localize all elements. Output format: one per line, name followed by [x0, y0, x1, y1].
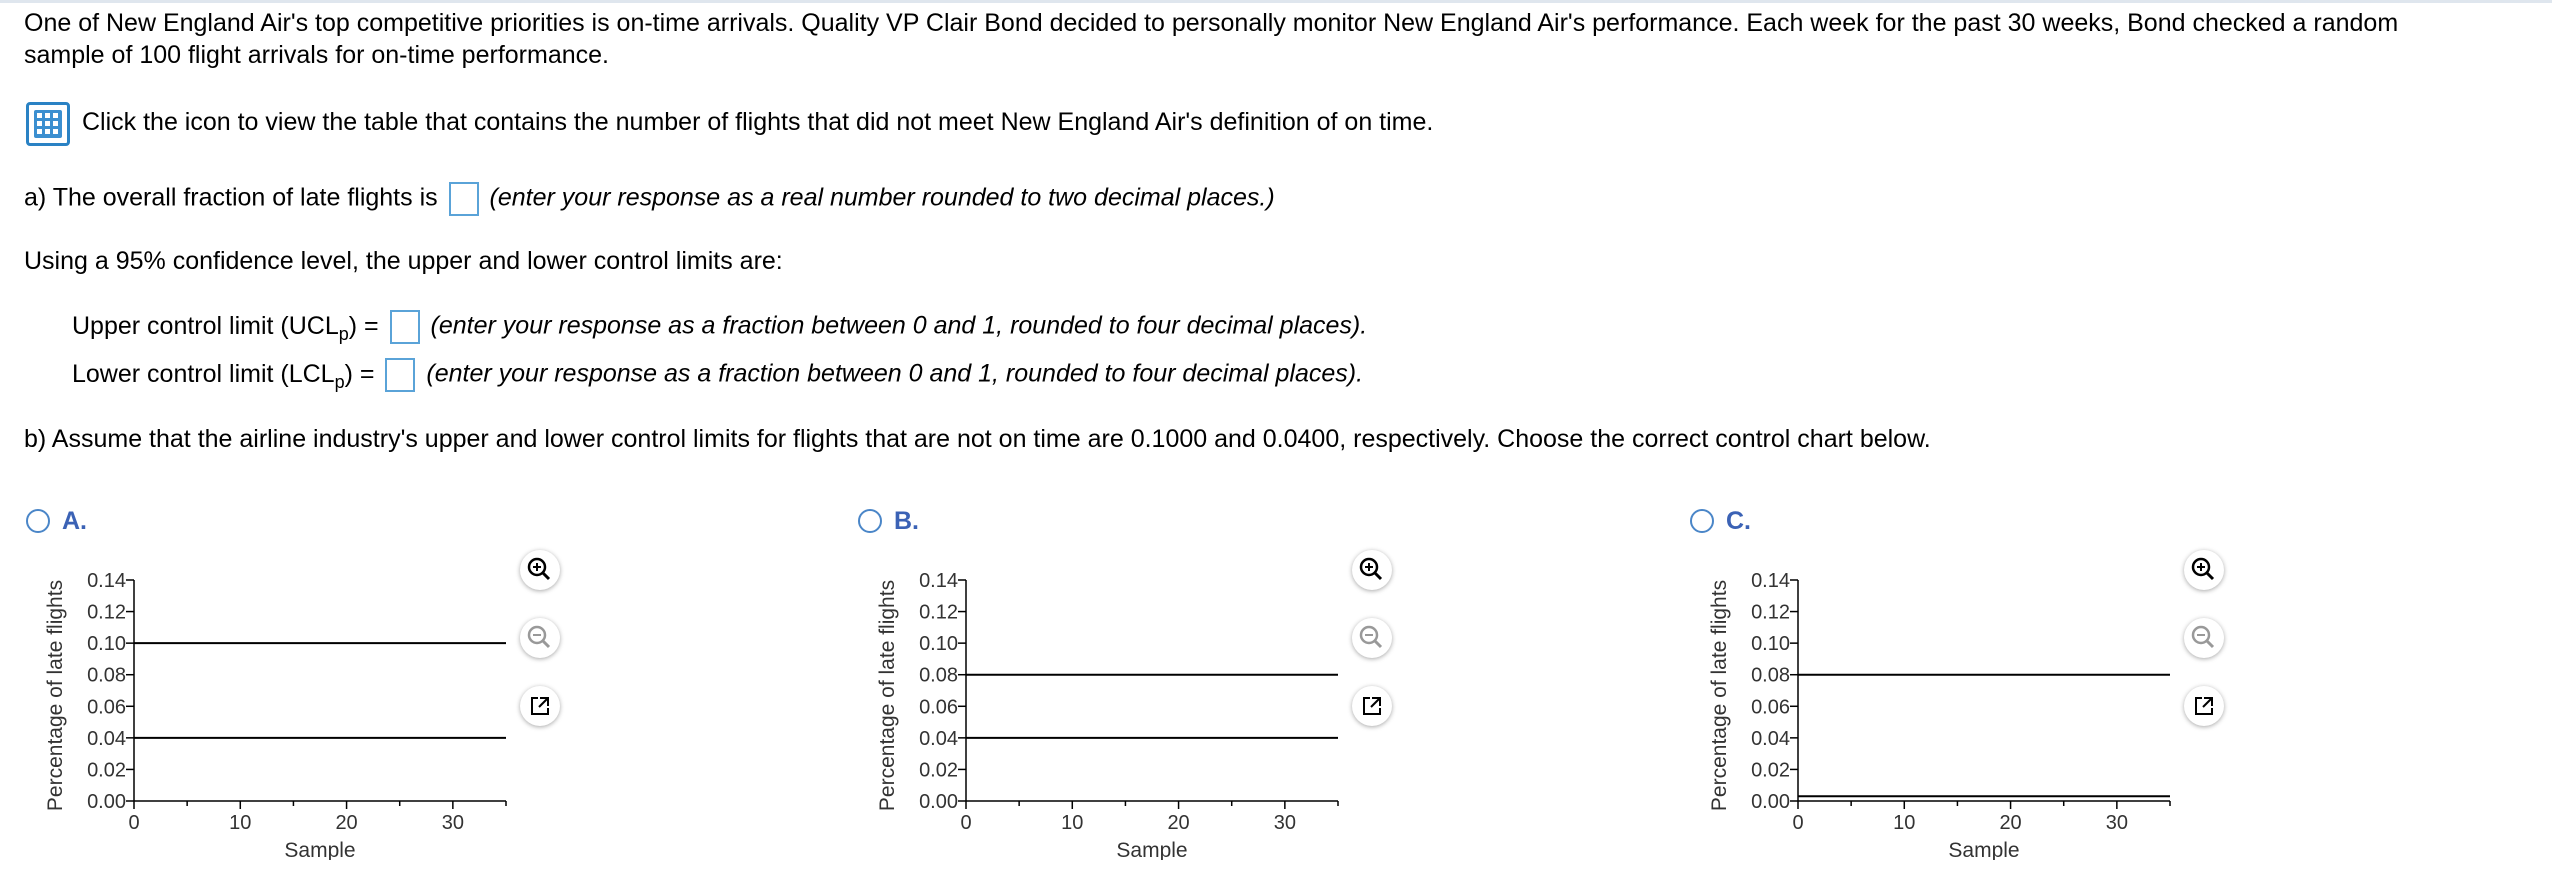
chart-a-zoom-out-button[interactable]	[520, 618, 560, 658]
y-tick-label: 0.02	[87, 759, 126, 782]
y-tick-label: 0.14	[87, 570, 126, 592]
chart-b	[872, 555, 1352, 860]
zoom-out-icon	[2184, 618, 2224, 658]
y-tick-label: 0.00	[919, 791, 958, 813]
table-grid	[34, 110, 62, 138]
y-tick-label: 0.10	[1751, 633, 1790, 656]
option-b-label: B.	[894, 506, 919, 535]
option-c[interactable]	[1690, 502, 1751, 540]
open-external-icon	[1352, 686, 1392, 726]
lcl-row	[72, 358, 1363, 398]
x-tick-label: 20	[335, 812, 358, 834]
ucl-hint: (enter your response as a fraction between 0 and 1, rounded to four decimal places).	[430, 311, 1368, 340]
y-tick-label: 0.12	[919, 601, 958, 624]
chart-a	[40, 555, 520, 860]
ucl-label: Upper control limit $(UCL_p)$ =	[72, 311, 379, 344]
intro-line-2: sample of 100 flight arrivals for on-time performance.	[24, 41, 609, 69]
x-axis-label: Sample	[284, 839, 356, 860]
chart-a-zoom-in-button[interactable]	[520, 550, 560, 590]
option-b-radio[interactable]	[858, 509, 882, 533]
option-b[interactable]	[858, 502, 919, 540]
y-tick-label: 0.06	[919, 696, 958, 719]
option-a-label: A.	[62, 506, 87, 535]
y-tick-label: 0.08	[87, 664, 126, 687]
confidence-text: Using a 95% confidence level, the upper and lower control limits are:	[24, 247, 783, 275]
y-tick-label: 0.04	[1751, 727, 1790, 750]
y-tick-label: 0.02	[1751, 759, 1790, 782]
zoom-in-icon	[520, 550, 560, 590]
option-c-label: C.	[1726, 506, 1751, 535]
open-external-icon	[520, 686, 560, 726]
ucl-row	[72, 310, 1367, 350]
y-tick-label: 0.06	[87, 696, 126, 719]
option-c-radio[interactable]	[1690, 509, 1714, 533]
y-tick-label: 0.12	[87, 601, 126, 624]
chart-c-zoom-out-button[interactable]	[2184, 618, 2224, 658]
y-tick-label: 0.00	[1751, 791, 1790, 813]
y-tick-label: 0.06	[1751, 696, 1790, 719]
y-axis-label: Percentage of late flights	[1708, 579, 1731, 812]
x-tick-label: 20	[1167, 812, 1190, 834]
open-external-icon	[2184, 686, 2224, 726]
lcl-input[interactable]	[385, 358, 415, 392]
intro-line-1: One of New England Air's top competitive priorities is on-time arrivals. Quality VP Clair Bond decided to personally monitor New England Air's performance. Each week for the past 30 weeks, Bond checked a random	[24, 9, 2399, 37]
y-tick-label: 0.08	[1751, 664, 1790, 687]
late-fraction-input[interactable]	[449, 182, 479, 216]
chart-b-zoom-out-button[interactable]	[1352, 618, 1392, 658]
x-tick-label: 30	[1273, 812, 1296, 834]
x-axis-label: Sample	[1116, 839, 1188, 860]
y-tick-label: 0.04	[919, 727, 958, 750]
x-tick-label: 0	[960, 812, 972, 834]
top-border	[0, 0, 2552, 3]
chart-c-zoom-in-button[interactable]	[2184, 550, 2224, 590]
lcl-label: Lower control limit $(LCL_p)$ =	[72, 359, 375, 392]
x-tick-label: 10	[1061, 812, 1084, 834]
x-tick-label: 10	[229, 812, 252, 834]
x-tick-label: 30	[441, 812, 464, 834]
y-tick-label: 0.10	[87, 633, 126, 656]
y-tick-label: 0.12	[1751, 601, 1790, 624]
zoom-in-icon	[1352, 550, 1392, 590]
x-tick-label: 30	[2105, 812, 2128, 834]
zoom-in-icon	[2184, 550, 2224, 590]
option-a-radio[interactable]	[26, 509, 50, 533]
x-tick-label: 0	[128, 812, 140, 834]
chart-a-open-button[interactable]	[520, 686, 560, 726]
x-axis-label: Sample	[1948, 839, 2020, 860]
y-tick-label: 0.08	[919, 664, 958, 687]
part-a-question	[24, 182, 1275, 216]
x-tick-label: 0	[1792, 812, 1804, 834]
table-icon[interactable]	[26, 102, 70, 146]
y-tick-label: 0.00	[87, 791, 126, 813]
y-tick-label: 0.04	[87, 727, 126, 750]
chart-c-open-button[interactable]	[2184, 686, 2224, 726]
y-tick-label: 0.10	[919, 633, 958, 656]
x-tick-label: 10	[1893, 812, 1916, 834]
table-link-text: Click the icon to view the table that contains the number of flights that did not meet New England Air's definition of on time.	[82, 108, 1434, 136]
y-tick-label: 0.14	[1751, 570, 1790, 592]
part-b-question: b) Assume that the airline industry's upper and lower control limits for flights that are not on time are 0.1000 and 0.0400, respectively. Choose the correct control chart below.	[24, 425, 1931, 453]
y-axis-label: Percentage of late flights	[44, 579, 67, 812]
x-tick-label: 20	[1999, 812, 2022, 834]
y-axis-label: Percentage of late flights	[876, 579, 899, 812]
y-tick-label: 0.02	[919, 759, 958, 782]
zoom-out-icon	[1352, 618, 1392, 658]
option-a[interactable]	[26, 502, 87, 540]
zoom-out-icon	[520, 618, 560, 658]
lcl-hint: (enter your response as a fraction between 0 and 1, rounded to four decimal places).	[426, 359, 1364, 388]
chart-b-zoom-in-button[interactable]	[1352, 550, 1392, 590]
chart-b-open-button[interactable]	[1352, 686, 1392, 726]
part-a-prefix: a) The overall fraction of late flights is	[24, 183, 438, 212]
ucl-input[interactable]	[390, 310, 420, 344]
chart-c	[1704, 555, 2184, 860]
part-a-hint: (enter your response as a real number rounded to two decimal places.)	[489, 183, 1275, 212]
y-tick-label: 0.14	[919, 570, 958, 592]
